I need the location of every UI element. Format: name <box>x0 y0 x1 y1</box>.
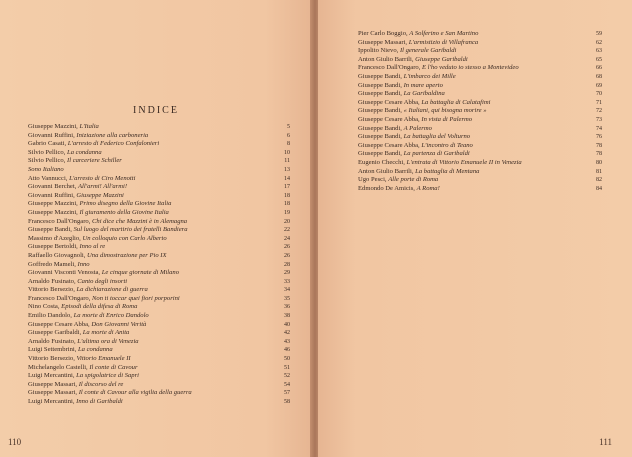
toc-author: Giuseppe Cesare Abba, <box>358 98 420 106</box>
toc-author: Giuseppe Mazzini, <box>28 123 78 130</box>
toc-page-number: 46 <box>284 347 290 354</box>
toc-work-title: L'armistizio di Villafranca <box>408 38 479 46</box>
toc-page-number: 17 <box>284 184 290 191</box>
toc-work-title: « Italiani, qui bisogna morire » <box>403 107 487 115</box>
toc-entry <box>28 209 290 218</box>
toc-page-number: 18 <box>284 201 290 208</box>
toc-work-title: La battaglia di Calatafimi <box>421 98 491 106</box>
toc-author: Giuseppe Bertoldi, <box>28 243 78 251</box>
toc-author: Giovanni Ruffini, <box>28 131 75 139</box>
toc-work-title: Giuseppe Garibaldi <box>415 55 468 63</box>
toc-page-number: 42 <box>284 330 290 337</box>
toc-work-title: La Garibaldina <box>403 90 445 98</box>
toc-entry <box>28 243 290 252</box>
toc-entry <box>358 107 602 116</box>
toc-entry <box>28 381 290 390</box>
toc-work-title: Inno di Garibaldi <box>76 398 123 405</box>
toc-author: Michelangelo Castelli, <box>28 363 88 371</box>
toc-author: Arnaldo Fusinato, <box>28 277 76 285</box>
toc-page-number: 80 <box>596 159 602 166</box>
toc-page-number: 71 <box>596 99 602 106</box>
toc-page-number: 78 <box>596 151 602 158</box>
toc-author: Luigi Settembrini, <box>28 346 77 354</box>
toc-work-title: Sul luogo del martirio dei fratelli Bandiera <box>73 226 188 234</box>
toc-page-number: 28 <box>284 261 290 268</box>
toc-entry <box>358 73 602 82</box>
toc-entry <box>28 252 290 261</box>
toc-author: Silvio Pellico, <box>28 157 66 165</box>
toc-entry <box>28 295 290 304</box>
toc-author: Giuseppe Massari, <box>28 389 78 397</box>
toc-page-number: 11 <box>284 158 290 165</box>
toc-entry <box>358 176 602 185</box>
toc-entry <box>28 346 290 355</box>
toc-page-number: 36 <box>284 304 290 311</box>
toc-page-number: 20 <box>284 218 290 225</box>
toc-page-number: 59 <box>596 31 602 37</box>
toc-work-title: Sono Italiano <box>28 165 64 173</box>
toc-author: Francesco Dall'Ongaro, <box>358 64 421 72</box>
toc-author: Pier Carlo Boggio, <box>358 30 408 37</box>
toc-entry <box>28 303 290 312</box>
toc-entry <box>358 82 602 91</box>
toc-entry <box>28 278 290 287</box>
toc-entry <box>28 312 290 321</box>
toc-work-title: L'entrata di Vittorio Emanuele II in Venezia <box>406 158 522 166</box>
toc-page-number: 51 <box>284 364 290 371</box>
toc-author: Ugo Pesci, <box>358 176 387 184</box>
toc-author: Francesco Dall'Ongaro, <box>28 217 91 225</box>
toc-entry <box>358 116 602 125</box>
toc-page-number: 43 <box>284 338 290 345</box>
toc-page-number: 33 <box>284 278 290 285</box>
toc-page-number: 26 <box>284 252 290 259</box>
toc-work-title: L'Italia <box>79 123 99 130</box>
toc-work-title: A Roma! <box>416 184 440 192</box>
toc-author: Ippolito Nievo, <box>358 47 399 55</box>
toc-page-number: 40 <box>284 321 290 328</box>
toc-entry <box>28 269 290 278</box>
toc-page-number: 76 <box>596 134 602 141</box>
toc-work-title: Vittorio Emanuele II <box>76 355 131 363</box>
toc-page-number: 74 <box>596 125 602 132</box>
toc-entry <box>28 338 290 347</box>
toc-work-title: La battaglia del Volturno <box>403 133 471 141</box>
toc-page-number: 68 <box>596 73 602 80</box>
toc-author: Arnaldo Fusinato, <box>28 337 76 345</box>
toc-author: Atto Vannucci, <box>28 174 68 182</box>
toc-page-number: 54 <box>284 381 290 388</box>
toc-entry <box>28 192 290 201</box>
table-of-contents-right <box>358 30 602 193</box>
toc-author: Giuseppe Massari, <box>358 38 408 46</box>
toc-page-number: 62 <box>596 39 602 46</box>
toc-page-number: 6 <box>287 132 290 139</box>
toc-entry <box>28 200 290 209</box>
toc-author: Giuseppe Bandi, <box>28 226 72 234</box>
toc-entry <box>358 56 602 65</box>
toc-work-title: La partenza di Garibaldi <box>403 150 470 158</box>
toc-author: Giuseppe Cesare Abba, <box>28 320 90 328</box>
toc-work-title: Inno al re <box>79 243 106 251</box>
toc-work-title: La condanna <box>78 346 113 354</box>
toc-page-number: 34 <box>284 287 290 294</box>
toc-work-title: All'armi! All'armi! <box>78 183 128 191</box>
toc-page-number: 84 <box>596 185 602 192</box>
toc-work-title: Giuseppe Mazzini <box>76 191 124 199</box>
toc-entry <box>28 235 290 244</box>
toc-page-number: 78 <box>596 142 602 149</box>
toc-work-title: Iniziazione alla carboneria <box>76 131 149 139</box>
toc-work-title: La morte di Enrico Dandolo <box>73 312 149 320</box>
toc-author: Giuseppe Bandi, <box>358 72 402 80</box>
toc-page-number: 66 <box>596 65 602 72</box>
toc-work-title: In mare aperto <box>403 81 443 89</box>
toc-author: Giuseppe Cesare Abba, <box>358 141 420 149</box>
toc-author: Edmondo De Amicis, <box>358 184 415 192</box>
toc-work-title: Don Giovanni Verità <box>91 320 147 328</box>
toc-entry <box>358 30 602 39</box>
toc-entry <box>28 166 290 175</box>
toc-author: Luigi Mercantini, <box>28 372 75 380</box>
toc-page-number: 57 <box>284 390 290 397</box>
toc-work-title: Non ti toccar quei fiori porporini <box>92 294 180 302</box>
toc-author: Giuseppe Cesare Abba, <box>358 115 420 123</box>
toc-work-title: L'ultima ora di Venezia <box>77 337 139 345</box>
toc-author: Giovanni Visconti Venosta, <box>28 269 101 277</box>
toc-entry <box>358 159 602 168</box>
toc-work-title: La dichiarazione di guerra <box>76 286 148 294</box>
toc-author: Vittorio Bersezio, <box>28 286 75 294</box>
toc-work-title: Alle porte di Roma <box>388 176 439 184</box>
toc-page-number: 5 <box>287 124 290 130</box>
toc-entry <box>358 39 602 48</box>
toc-work-title: Inno <box>77 260 90 268</box>
toc-work-title: L'incontro di Teano <box>421 141 473 149</box>
toc-author: Giuseppe Mazzini, <box>28 200 78 208</box>
toc-entry <box>28 218 290 227</box>
toc-page-number: 81 <box>596 168 602 175</box>
toc-entry <box>28 329 290 338</box>
toc-page-number: 72 <box>596 108 602 115</box>
toc-author: Massimo d'Azeglio, <box>28 234 81 242</box>
toc-entry <box>28 175 290 184</box>
toc-work-title: L'imbarco dei Mille <box>403 72 456 80</box>
toc-page-number: 82 <box>596 177 602 184</box>
toc-work-title: L'arresto di Federico Confalonieri <box>67 140 160 148</box>
toc-work-title: Il conte di Cavour <box>89 363 138 371</box>
toc-work-title: A Solferino e San Martino <box>409 30 479 37</box>
toc-author: Silvio Pellico, <box>28 148 66 156</box>
toc-page-number: 8 <box>287 141 290 148</box>
toc-entry <box>358 90 602 99</box>
toc-work-title: Il giuramento della Giovine Italia <box>79 208 169 216</box>
toc-page-number: 26 <box>284 244 290 251</box>
toc-work-title: Il generale Garibaldi <box>399 47 457 55</box>
toc-author: Emilio Dandolo, <box>28 312 72 320</box>
toc-work-title: Canto degli insorti <box>77 277 128 285</box>
toc-work-title: E l'ho veduto io stesso a Montevideo <box>422 64 519 72</box>
toc-author: Giuseppe Bandi, <box>358 133 402 141</box>
toc-page-number: 19 <box>284 209 290 216</box>
toc-work-title: Chi dice che Mazzini è in Alemagna <box>92 217 188 225</box>
toc-author: Giovanni Berchet, <box>28 183 77 191</box>
toc-entry <box>358 185 602 194</box>
toc-author: Vittorio Bersezio, <box>28 355 75 363</box>
toc-work-title: Il conte di Cavour alla vigilia della guerra <box>78 389 192 397</box>
toc-work-title: Il carceriere Schiller <box>67 157 122 165</box>
toc-entry <box>358 47 602 56</box>
toc-author: Giuseppe Bandi, <box>358 124 402 132</box>
toc-page-number: 70 <box>596 91 602 98</box>
toc-page-number: 63 <box>596 48 602 55</box>
toc-work-title: Una dimostrazione per Pio IX <box>87 251 167 259</box>
toc-entry <box>358 133 602 142</box>
toc-entry <box>358 150 602 159</box>
table-of-contents-left <box>28 123 290 407</box>
toc-author: Anton Giulio Barrili, <box>358 55 414 63</box>
toc-page-number: 38 <box>284 313 290 320</box>
toc-entry <box>28 372 290 381</box>
toc-entry <box>28 226 290 235</box>
right-page <box>318 0 632 457</box>
toc-author: Goffredo Mameli, <box>28 260 76 268</box>
toc-page-number: 65 <box>596 56 602 63</box>
toc-page-number: 58 <box>284 399 290 405</box>
toc-entry <box>28 398 290 407</box>
toc-page-number: 73 <box>596 116 602 123</box>
toc-author: Giuseppe Bandi, <box>358 81 402 89</box>
toc-entry <box>358 125 602 134</box>
toc-work-title: La morte di Anita <box>82 329 130 337</box>
toc-work-title: A Palermo <box>403 124 432 132</box>
page-number-right: 111 <box>599 437 612 447</box>
toc-entry <box>28 132 290 141</box>
toc-author: Gabrio Casati, <box>28 140 67 148</box>
toc-page-number: 13 <box>284 166 290 173</box>
toc-page-number: 14 <box>284 175 290 182</box>
toc-entry <box>358 142 602 151</box>
toc-page-number: 69 <box>596 82 602 89</box>
toc-author: Nino Costa, <box>28 303 60 311</box>
toc-author: Giuseppe Bandi, <box>358 90 402 98</box>
toc-entry <box>28 321 290 330</box>
left-page <box>0 0 312 457</box>
toc-page-number: 35 <box>284 295 290 302</box>
toc-page-number: 22 <box>284 227 290 234</box>
toc-page-number: 10 <box>284 149 290 156</box>
toc-work-title: L'arresto di Ciro Menotti <box>69 174 136 182</box>
toc-entry <box>358 99 602 108</box>
toc-author: Giuseppe Garibaldi, <box>28 329 82 337</box>
toc-page-number: 24 <box>284 235 290 242</box>
toc-entry <box>28 364 290 373</box>
toc-author: Giovanni Ruffini, <box>28 191 75 199</box>
toc-entry <box>28 286 290 295</box>
page-number-left: 110 <box>8 437 22 447</box>
toc-page-number: 18 <box>284 192 290 199</box>
toc-page-number: 50 <box>284 356 290 363</box>
toc-entry <box>28 123 290 132</box>
toc-author: Eugenio Checchi, <box>358 158 405 166</box>
toc-work-title: In vista di Palermo <box>421 115 473 123</box>
toc-page-number: 29 <box>284 270 290 277</box>
toc-work-title: Le cinque giornate di Milano <box>101 269 180 277</box>
toc-entry <box>28 140 290 149</box>
toc-work-title: Episodi della difesa di Roma <box>61 303 138 311</box>
toc-author: Anton Giulio Barrili, <box>358 167 414 175</box>
toc-author: Raffaello Giovagnoli, <box>28 251 86 259</box>
toc-work-title: Il discorso del re <box>78 380 124 388</box>
toc-entry <box>358 64 602 73</box>
toc-author: Giuseppe Massari, <box>28 380 78 388</box>
index-title: INDICE <box>133 105 179 116</box>
toc-entry <box>28 183 290 192</box>
toc-work-title: Primo disegno della Giovine Italia <box>79 200 172 208</box>
toc-author: Francesco Dall'Ongaro, <box>28 294 91 302</box>
toc-entry <box>28 389 290 398</box>
toc-entry <box>358 168 602 177</box>
toc-author: Giuseppe Bandi, <box>358 107 402 115</box>
toc-work-title: La spigolatrice di Sapri <box>76 372 139 380</box>
toc-author: Luigi Mercantini, <box>28 398 75 405</box>
toc-author: Giuseppe Bandi, <box>358 150 402 158</box>
toc-work-title: Un colloquio con Carlo Alberto <box>82 234 167 242</box>
toc-entry <box>28 355 290 364</box>
toc-work-title: La battaglia di Mentana <box>415 167 480 175</box>
toc-entry <box>28 149 290 158</box>
toc-page-number: 52 <box>284 373 290 380</box>
toc-entry <box>28 261 290 270</box>
toc-author: Giuseppe Mazzini, <box>28 208 78 216</box>
toc-entry <box>28 157 290 166</box>
toc-work-title: La condanna <box>67 148 102 156</box>
